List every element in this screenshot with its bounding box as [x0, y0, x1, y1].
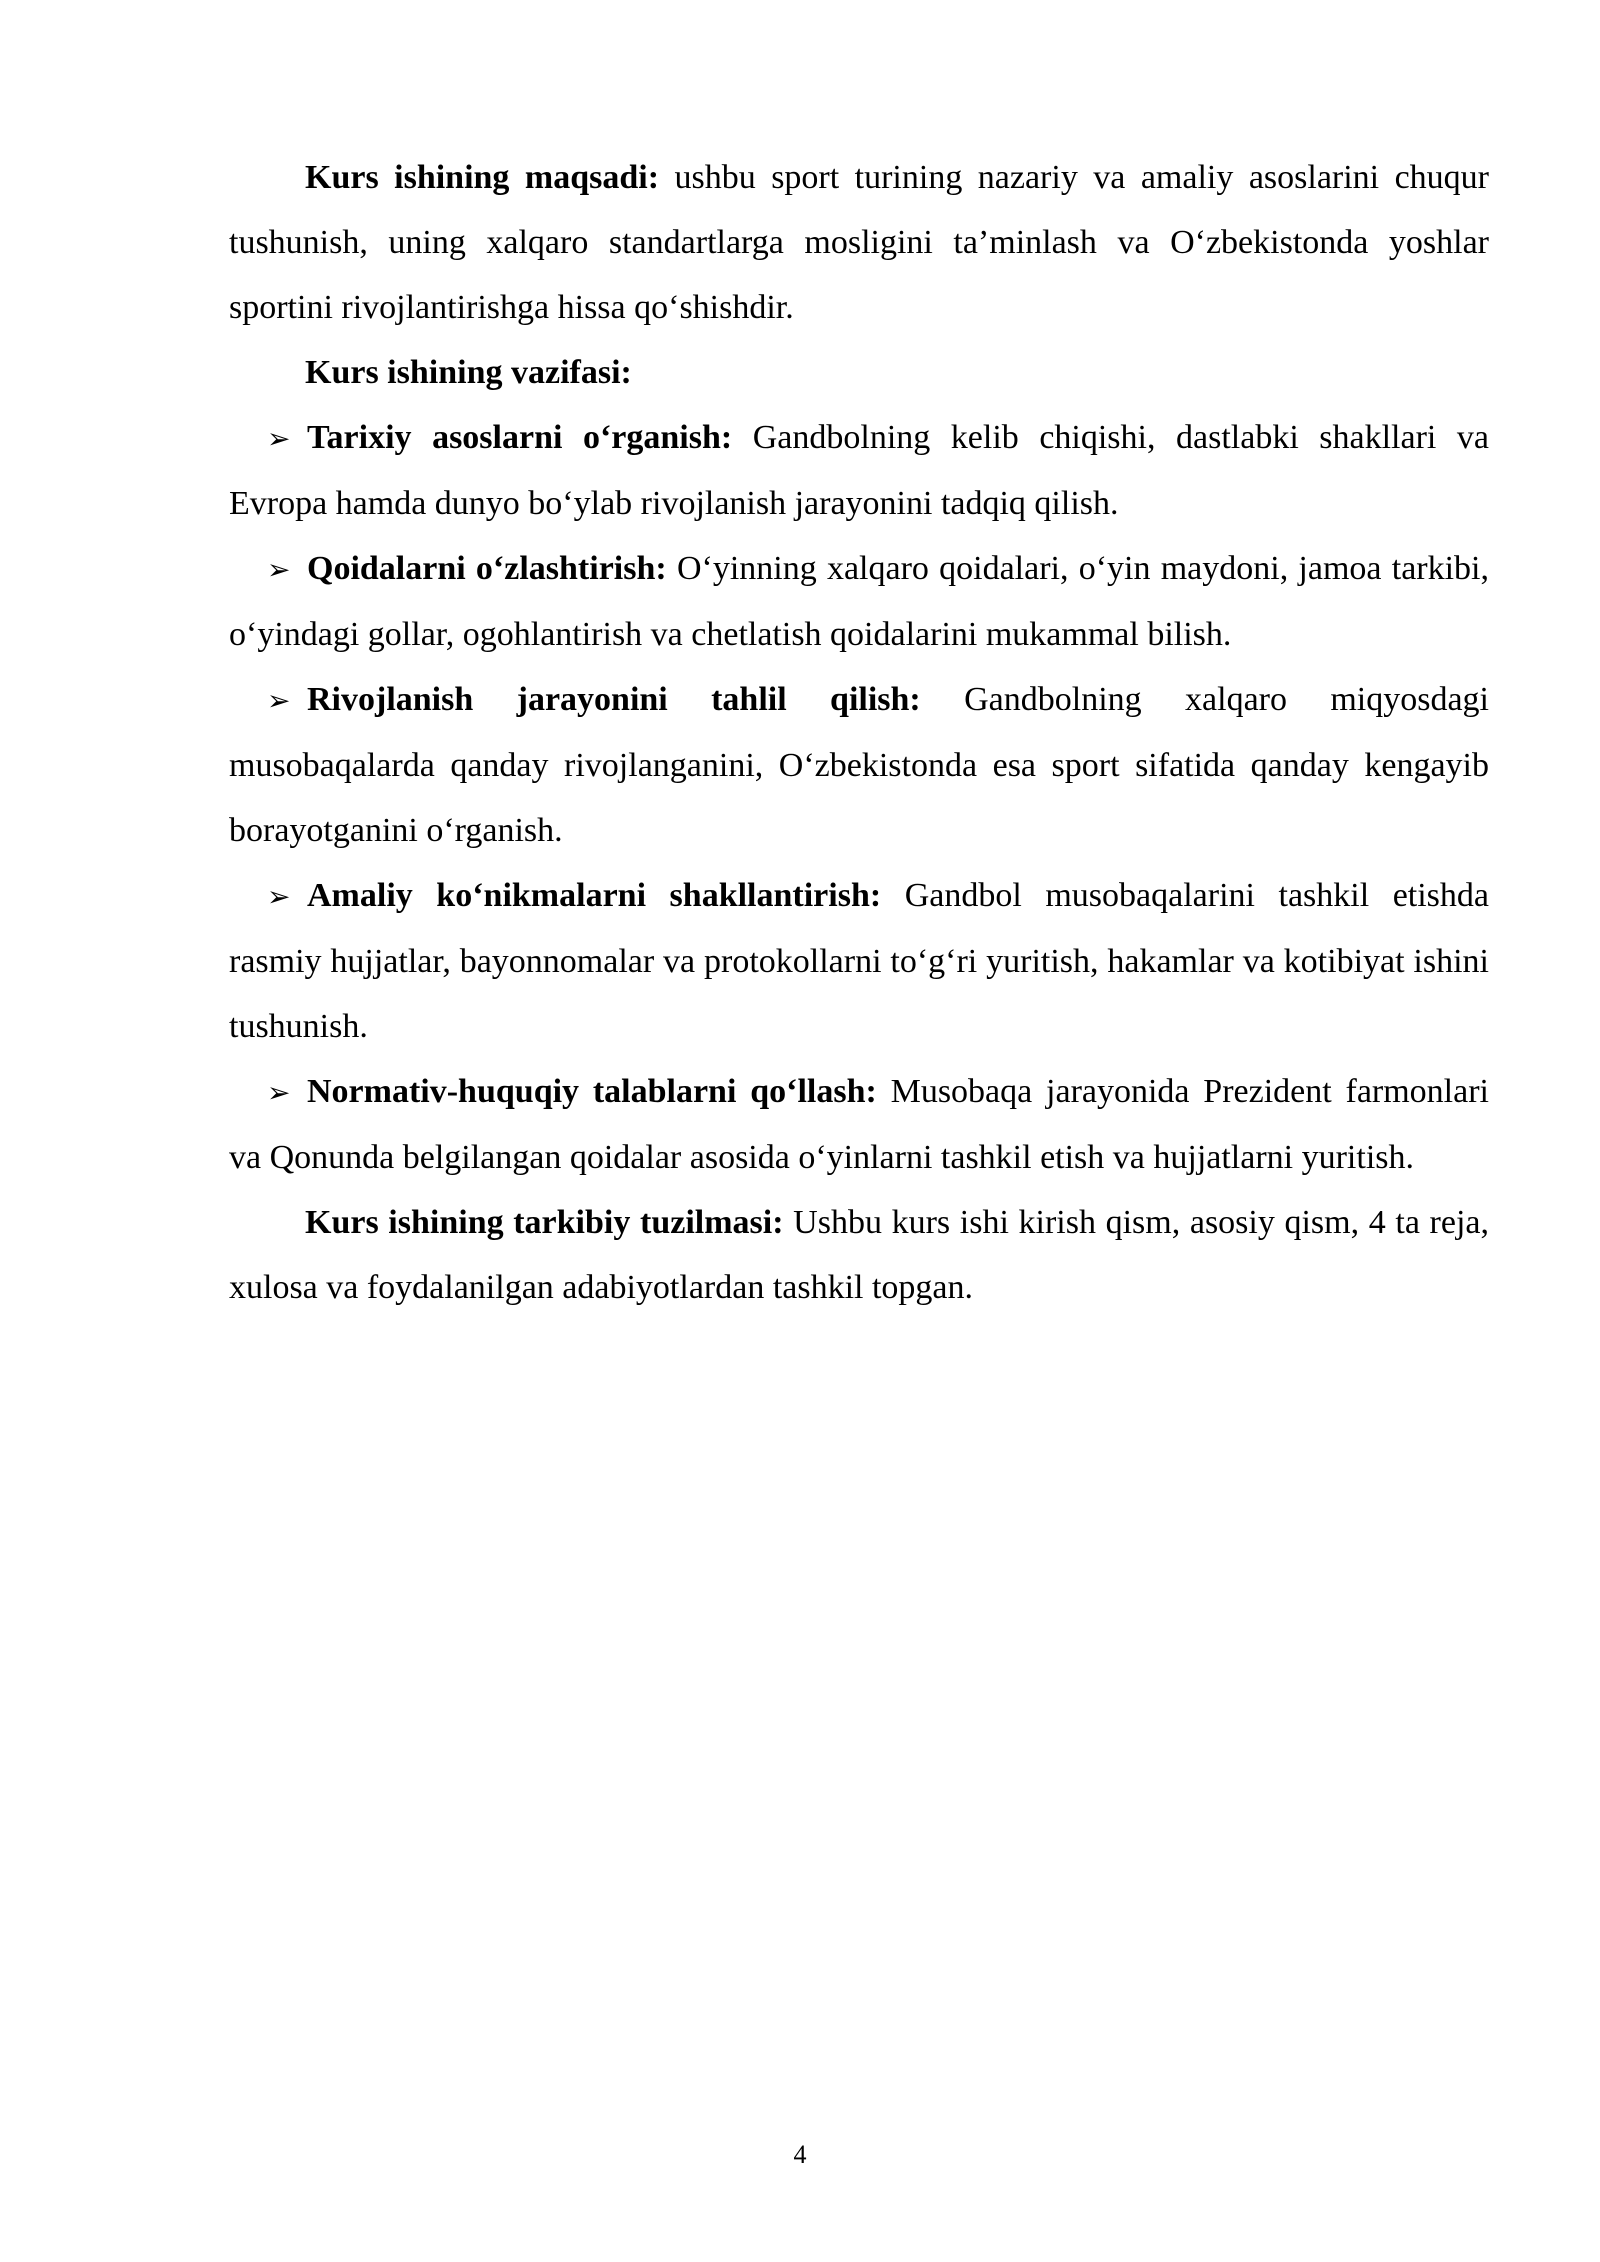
purpose-text: ushbu sport turining nazariy va amaliy asoslarini chuqur tushunish, uning xalqaro standartlarga mosligini ta’minlash va O‘zbekistonda yoshlar sportini rivojlantirishga hissa qo‘shishdir.	[229, 159, 1489, 326]
purpose-label: Kurs ishining maqsadi:	[305, 159, 660, 196]
structure-paragraph	[229, 1190, 1489, 1320]
arrow-bullet-icon: ➢	[267, 422, 291, 455]
task-item	[229, 536, 1489, 667]
task-label: Qoidalarni o‘zlashtirish:	[307, 550, 667, 587]
task-text: Gandbolning kelib chiqishi, dastlabki shakllari va Evropa hamda dunyo bo‘ylab rivojlanish jarayonini tadqiq qilish.	[229, 419, 1489, 522]
arrow-bullet-icon: ➢	[267, 880, 291, 913]
task-label: Rivojlanish jarayonini tahlil qilish:	[307, 681, 921, 718]
page-number: 4	[793, 2140, 807, 2169]
task-item	[229, 405, 1489, 536]
task-item	[229, 1059, 1489, 1190]
purpose-paragraph	[229, 145, 1489, 340]
task-text: O‘yinning xalqaro qoidalari, o‘yin maydoni, jamoa tarkibi, o‘yindagi gollar, ogohlantirish va chetlatish qoidalarini mukammal bilish.	[229, 550, 1489, 653]
task-text: Gandbol musobaqalarini tashkil etishda rasmiy hujjatlar, bayonnomalar va protokollarni to‘g‘ri yuritish, hakamlar va kotibiyat ishini tushunish.	[229, 877, 1490, 1045]
arrow-bullet-icon: ➢	[267, 553, 291, 586]
structure-label: Kurs ishining tarkibiy tuzilmasi:	[305, 1204, 784, 1241]
tasks-heading: Kurs ishining vazifasi:	[305, 354, 632, 391]
task-item	[229, 863, 1489, 1059]
task-label: Normativ-huquqiy talablarni qo‘llash:	[307, 1073, 877, 1110]
arrow-bullet-icon: ➢	[267, 684, 291, 717]
task-label: Tarixiy asoslarni o‘rganish:	[307, 419, 733, 456]
task-item	[229, 667, 1489, 863]
page-body	[229, 145, 1489, 1320]
structure-text: Ushbu kurs ishi kirish qism, asosiy qism, 4 ta reja, xulosa va foydalanilgan adabiyotlardan tashkil topgan.	[229, 1204, 1489, 1306]
tasks-heading-paragraph	[229, 340, 1489, 405]
task-text: Musobaqa jarayonida Prezident farmonlari va Qonunda belgilangan qoidalar asosida o‘yinlarni tashkil etish va hujjatlarni yuritish.	[229, 1073, 1489, 1176]
task-label: Amaliy ko‘nikmalarni shakllantirish:	[307, 877, 882, 914]
task-text: Gandbolning xalqaro miqyosdagi musobaqalarda qanday rivojlanganini, O‘zbekistonda esa sport sifatida qanday kengayib borayotganini o‘rganish.	[229, 681, 1489, 849]
arrow-bullet-icon: ➢	[267, 1076, 291, 1109]
